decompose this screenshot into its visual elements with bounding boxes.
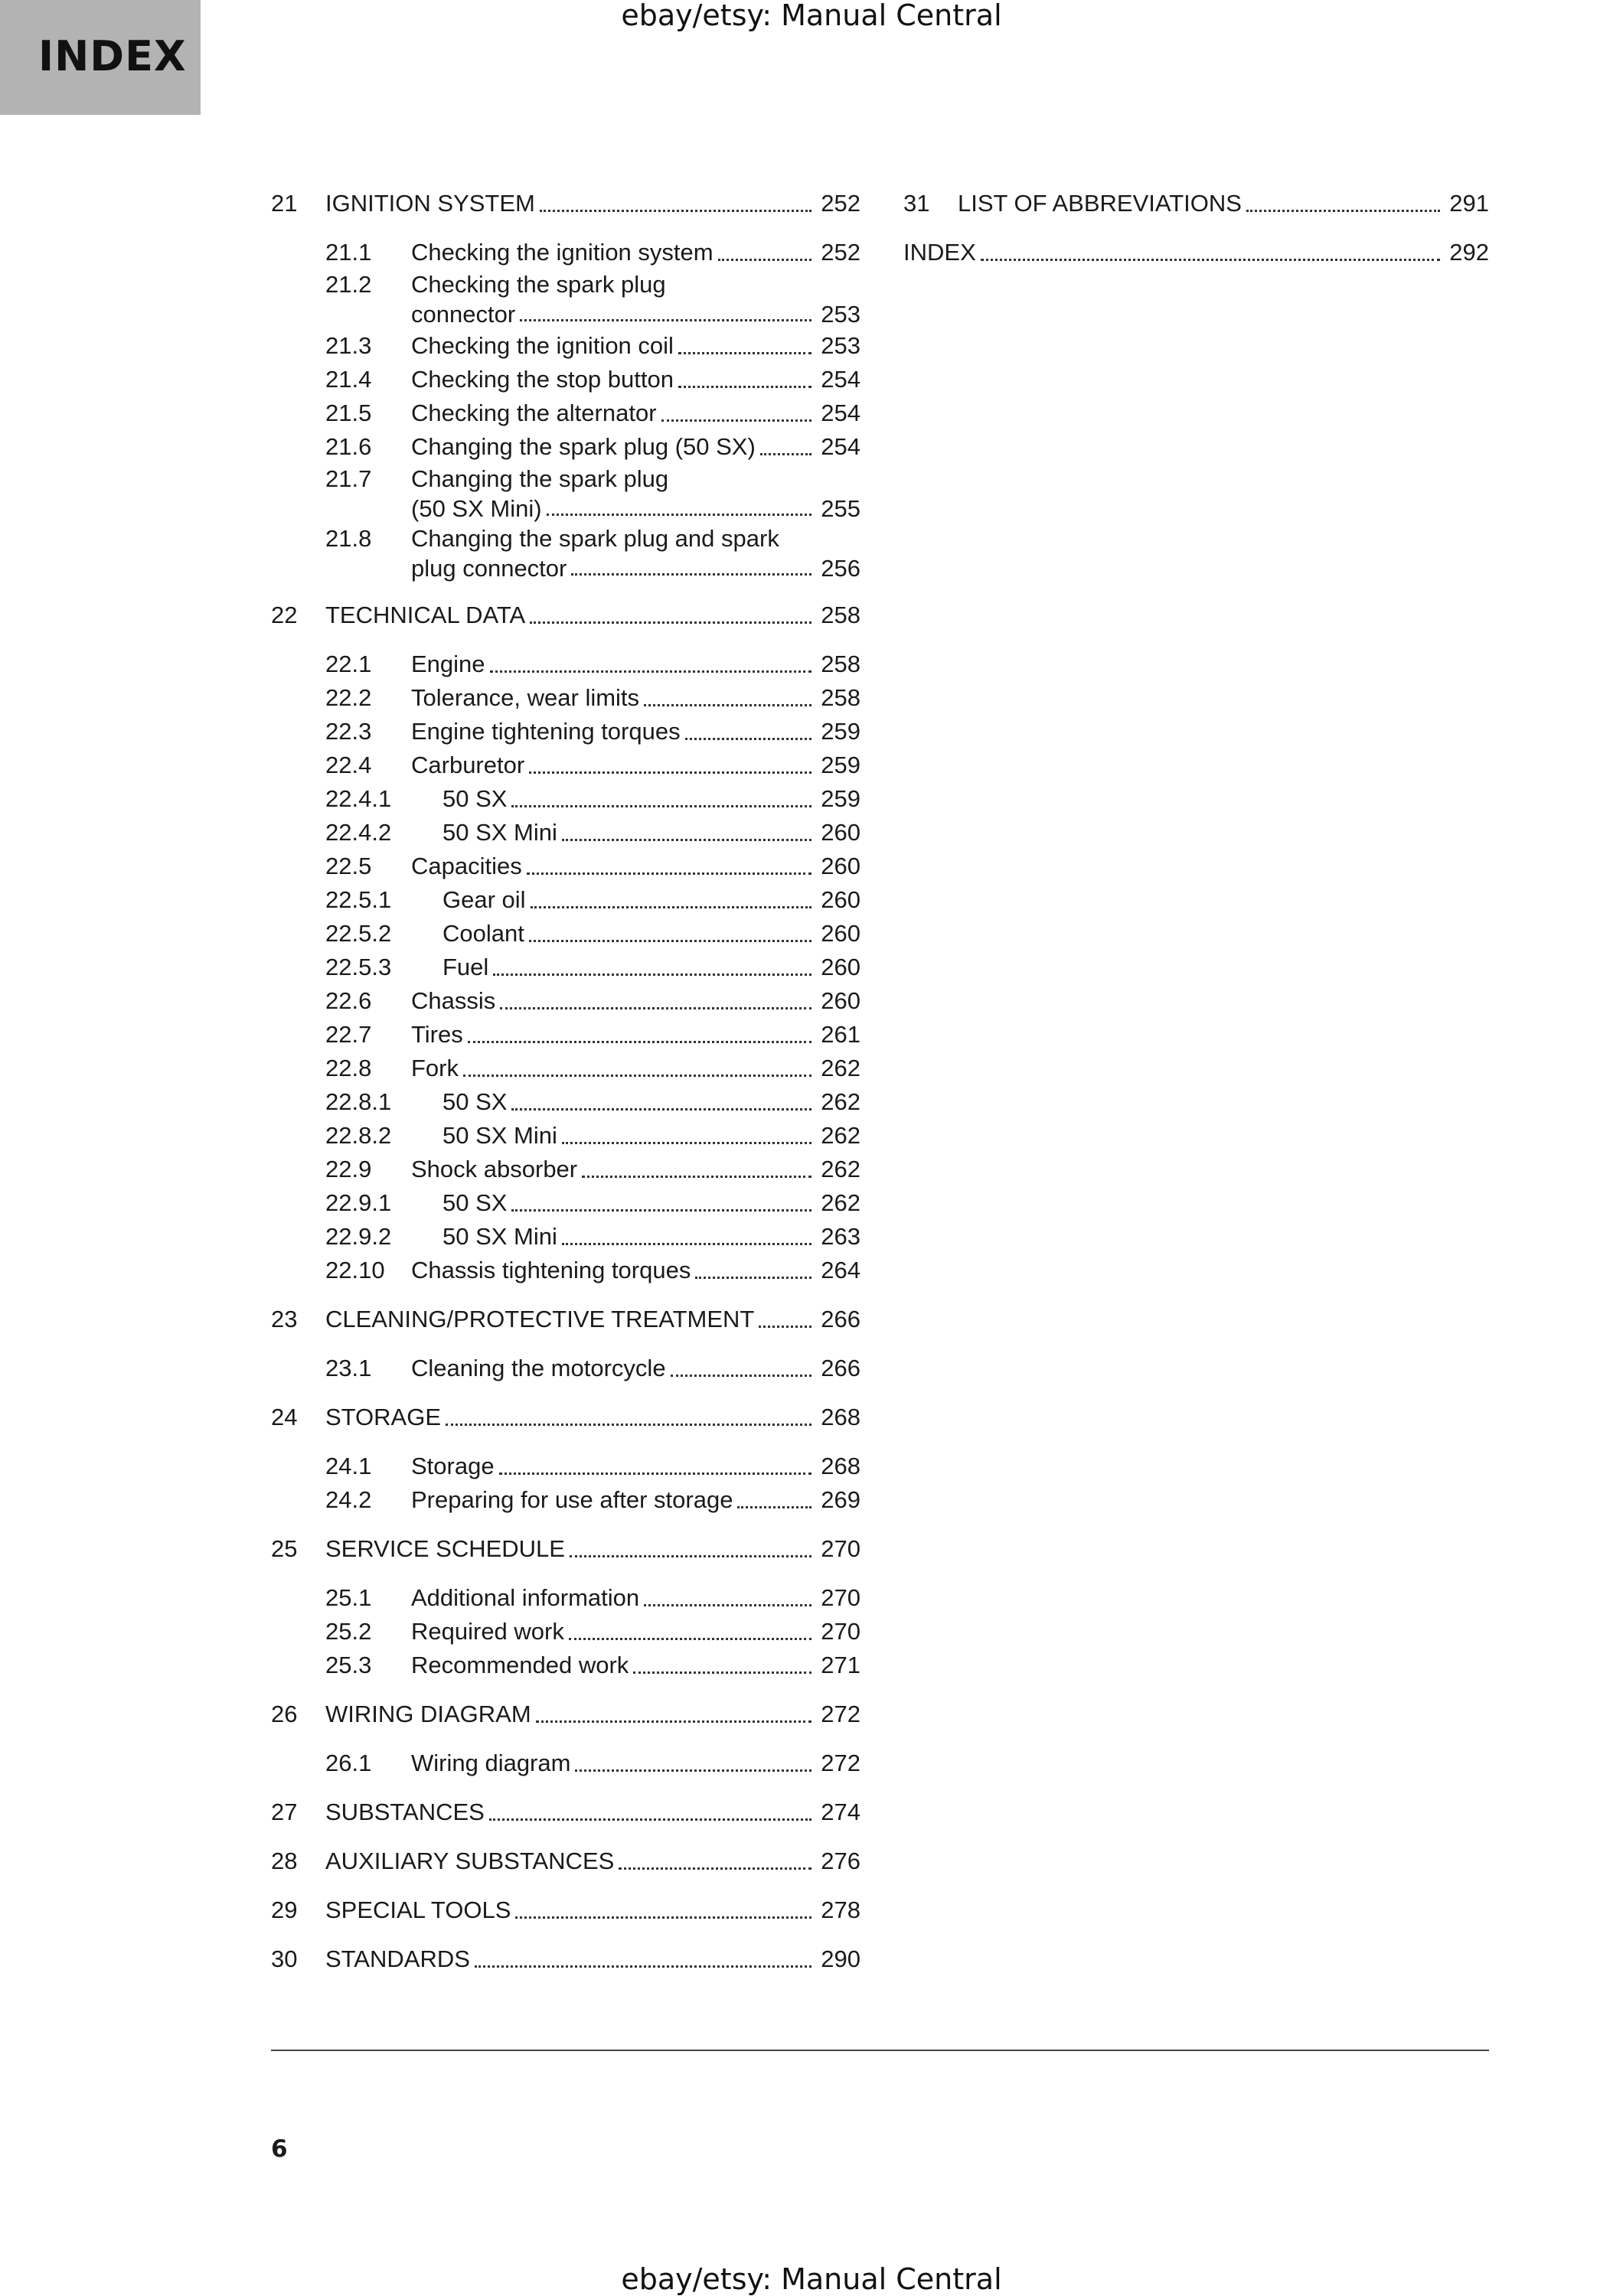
dot-leader — [499, 1473, 812, 1475]
dot-leader — [570, 1555, 812, 1557]
chapter-title: LIST OF ABBREVIATIONS — [958, 190, 1242, 217]
chapter-title: SUBSTANCES — [325, 1799, 485, 1825]
toc-section-entry[interactable] — [325, 681, 860, 715]
section-title-block — [411, 464, 860, 523]
toc-section-entry[interactable] — [325, 1052, 860, 1085]
toc-chapter-entry[interactable] — [271, 1893, 860, 1927]
chapter-page: 268 — [821, 1404, 860, 1430]
chapter-title: IGNITION SYSTEM — [325, 190, 535, 217]
dot-leader — [569, 1638, 812, 1640]
section-page: 262 — [821, 1088, 860, 1115]
toc-section-entry[interactable] — [325, 329, 860, 363]
section-number: 22.8.1 — [325, 1088, 392, 1115]
dot-leader — [500, 1007, 812, 1009]
section-title-cont: (50 SX Mini) — [411, 495, 542, 522]
toc-section-entry[interactable] — [325, 850, 860, 883]
section-number: 22.9.1 — [325, 1189, 392, 1216]
section-number: 21.7 — [325, 465, 372, 492]
section-page: 254 — [821, 433, 860, 460]
section-title: Chassis — [411, 987, 496, 1014]
toc-section-list — [271, 1352, 860, 1385]
chapter-title: WIRING DIAGRAM — [325, 1701, 531, 1727]
toc-section-entry[interactable] — [325, 1254, 860, 1287]
section-page: 260 — [821, 954, 860, 980]
chapter-page: 290 — [821, 1945, 860, 1972]
section-page: 260 — [821, 819, 860, 846]
toc-section-entry[interactable] — [325, 396, 860, 430]
section-page: 262 — [821, 1055, 860, 1081]
toc-section-entry[interactable] — [325, 1450, 860, 1483]
toc-chapter — [903, 187, 1489, 220]
dot-leader — [760, 453, 812, 455]
section-page: 270 — [821, 1618, 860, 1645]
section-page: 258 — [821, 651, 860, 677]
section-page: 271 — [821, 1652, 860, 1678]
dot-leader — [619, 1867, 812, 1870]
watermark-top: ebay/etsy: Manual Central — [621, 0, 1002, 32]
chapter-number: 23 — [271, 1306, 298, 1332]
dot-leader — [633, 1671, 812, 1674]
section-title-line2 — [411, 299, 860, 329]
section-title: Changing the spark plug — [411, 465, 669, 492]
dot-leader — [489, 1818, 812, 1821]
toc-section-list — [271, 1746, 860, 1780]
toc-chapter-entry[interactable] — [271, 1698, 860, 1731]
chapter-title: STORAGE — [325, 1404, 442, 1430]
section-title: 50 SX Mini — [442, 1122, 557, 1149]
toc-subsection-entry[interactable] — [325, 1220, 860, 1254]
toc-section-entry[interactable] — [325, 430, 860, 464]
chapter-page: 252 — [821, 190, 860, 217]
chapter-page: 270 — [821, 1535, 860, 1562]
toc-section-entry[interactable] — [325, 269, 860, 329]
dot-leader — [531, 906, 812, 908]
section-number: 22.5.2 — [325, 920, 392, 947]
dot-leader — [695, 1277, 812, 1279]
section-page: 263 — [821, 1223, 860, 1250]
dot-leader — [475, 1965, 812, 1968]
dot-leader — [520, 319, 812, 321]
section-number: 22.3 — [325, 718, 372, 745]
section-title: Checking the alternator — [411, 400, 657, 426]
toc-subsection-entry[interactable] — [325, 1085, 860, 1119]
section-page: 272 — [821, 1750, 860, 1776]
toc-section-list — [271, 1581, 860, 1682]
toc-section-entry[interactable] — [325, 363, 860, 396]
dot-leader — [582, 1176, 812, 1178]
section-title: Carburetor — [411, 752, 525, 778]
toc-section-entry[interactable] — [325, 1615, 860, 1649]
chapter-page: 291 — [1449, 190, 1489, 217]
dot-leader — [644, 704, 812, 706]
section-page: 260 — [821, 886, 860, 913]
section-number: 21.2 — [325, 271, 372, 298]
toc-section-list — [271, 1450, 860, 1517]
toc-section-entry[interactable] — [325, 1018, 860, 1052]
toc-chapter-entry[interactable] — [271, 187, 860, 220]
section-title: 50 SX Mini — [442, 819, 557, 846]
toc-chapter — [271, 1893, 860, 1927]
section-number: 23.1 — [325, 1355, 372, 1381]
chapter-number: 25 — [271, 1535, 298, 1562]
dot-leader — [981, 259, 1440, 261]
section-number: 22.4.2 — [325, 819, 392, 846]
section-number: 25.2 — [325, 1618, 372, 1645]
section-title-line2 — [411, 494, 860, 523]
section-title: Engine — [411, 651, 485, 677]
toc-left-column — [271, 187, 860, 1976]
chapter-number: 21 — [271, 190, 298, 217]
dot-leader — [540, 210, 812, 212]
dot-leader — [661, 419, 812, 422]
chapter-title: CLEANING/PROTECTIVE TREATMENT — [325, 1306, 755, 1332]
chapter-title: SPECIAL TOOLS — [325, 1896, 511, 1923]
toc-chapter-entry[interactable] — [271, 1303, 860, 1336]
section-page: 260 — [821, 987, 860, 1014]
chapter-title: TECHNICAL DATA — [325, 602, 526, 628]
section-page: 262 — [821, 1122, 860, 1149]
toc-section-entry[interactable] — [325, 1649, 860, 1682]
toc-section-list — [271, 236, 860, 583]
dot-leader — [685, 738, 812, 740]
chapter-page: 258 — [821, 602, 860, 628]
section-title: Preparing for use after storage — [411, 1486, 733, 1513]
section-number: 21.8 — [325, 525, 372, 552]
dot-leader — [463, 1075, 812, 1077]
section-page: 270 — [821, 1584, 860, 1611]
toc-section-entry[interactable] — [325, 1153, 860, 1186]
chapter-number: 26 — [271, 1701, 298, 1727]
toc-chapter — [271, 1532, 860, 1682]
dot-leader — [446, 1424, 812, 1426]
section-page: 259 — [821, 785, 860, 812]
section-number: 22.4.1 — [325, 785, 392, 812]
toc-subsection-entry[interactable] — [325, 816, 860, 850]
dot-leader — [511, 805, 812, 807]
section-page: 259 — [821, 718, 860, 745]
toc-chapter-entry[interactable] — [271, 1401, 860, 1434]
dot-leader — [515, 1916, 812, 1919]
section-number: 22.9.2 — [325, 1223, 392, 1250]
toc-section-entry[interactable] — [325, 1352, 860, 1385]
section-number: 21.6 — [325, 433, 372, 460]
section-title: 50 SX Mini — [442, 1223, 557, 1250]
toc-chapter — [271, 1942, 860, 1976]
section-number: 24.1 — [325, 1453, 372, 1479]
toc-chapter — [271, 1698, 860, 1780]
section-title: Checking the spark plug — [411, 271, 666, 298]
toc-subsection-entry[interactable] — [325, 782, 860, 816]
chapter-number: 27 — [271, 1799, 298, 1825]
section-page: 268 — [821, 1453, 860, 1479]
index-tab-label: INDEX — [38, 32, 187, 80]
toc-section-entry[interactable] — [325, 464, 860, 523]
toc-chapter-entry[interactable] — [271, 598, 860, 632]
chapter-page: 266 — [821, 1306, 860, 1332]
section-title: Storage — [411, 1453, 495, 1479]
section-number: 22.5.3 — [325, 954, 392, 980]
section-title: Engine tightening torques — [411, 718, 681, 745]
toc-section-entry[interactable] — [325, 523, 860, 583]
toc-section-entry[interactable] — [325, 984, 860, 1018]
dot-leader — [562, 839, 812, 841]
section-number: 22.5.1 — [325, 886, 392, 913]
section-title-cont: plug connector — [411, 555, 567, 582]
section-title-cont: connector — [411, 301, 516, 328]
watermark-bottom: ebay/etsy: Manual Central — [621, 2262, 1002, 2296]
section-page: 258 — [821, 684, 860, 711]
section-page: 264 — [821, 1257, 860, 1283]
section-number: 24.2 — [325, 1486, 372, 1513]
section-number: 22.6 — [325, 987, 372, 1014]
section-page: 269 — [821, 1486, 860, 1513]
section-page: 253 — [821, 301, 860, 328]
section-title: Changing the spark plug and spark — [411, 525, 779, 552]
section-title: Checking the stop button — [411, 366, 674, 393]
toc-chapter-entry[interactable] — [903, 236, 1489, 269]
section-title: 50 SX — [442, 1189, 508, 1216]
toc-section-entry[interactable] — [325, 715, 860, 748]
section-page: 252 — [821, 239, 860, 266]
dot-leader — [530, 621, 812, 624]
dot-leader — [562, 1142, 812, 1144]
dot-leader — [571, 573, 812, 576]
section-number: 25.3 — [325, 1652, 372, 1678]
chapter-page: 276 — [821, 1848, 860, 1874]
toc-subsection-entry[interactable] — [325, 951, 860, 984]
section-title: Required work — [411, 1618, 564, 1645]
section-title: Shock absorber — [411, 1156, 578, 1182]
section-number: 22.8.2 — [325, 1122, 392, 1149]
section-page: 261 — [821, 1021, 860, 1048]
toc-section-entry[interactable] — [325, 1581, 860, 1615]
section-page: 262 — [821, 1189, 860, 1216]
section-title: 50 SX — [442, 785, 508, 812]
chapter-number: 30 — [271, 1945, 298, 1972]
dot-leader — [671, 1375, 812, 1377]
toc-chapter-entry[interactable] — [271, 1795, 860, 1829]
section-page: 262 — [821, 1156, 860, 1182]
chapter-title: STANDARDS — [325, 1945, 470, 1972]
dot-leader — [678, 352, 812, 354]
toc-chapter-entry[interactable] — [271, 1844, 860, 1878]
section-number: 22.5 — [325, 853, 372, 879]
section-title: Tolerance, wear limits — [411, 684, 640, 711]
section-title: Additional information — [411, 1584, 640, 1611]
dot-leader — [490, 670, 812, 673]
dot-leader — [536, 1720, 812, 1723]
dot-leader — [718, 259, 812, 261]
dot-leader — [562, 1243, 812, 1245]
section-number: 22.4 — [325, 752, 372, 778]
section-title-block — [411, 269, 860, 329]
section-title: Checking the ignition system — [411, 239, 714, 266]
chapter-title: INDEX — [903, 239, 976, 266]
dot-leader — [468, 1041, 812, 1043]
section-page: 256 — [821, 555, 860, 582]
section-page: 266 — [821, 1355, 860, 1381]
toc-section-entry[interactable] — [325, 748, 860, 782]
toc-subsection-entry[interactable] — [325, 1186, 860, 1220]
section-number: 22.8 — [325, 1055, 372, 1081]
section-number: 21.1 — [325, 239, 372, 266]
section-number: 21.5 — [325, 400, 372, 426]
toc-section-entry[interactable] — [325, 1746, 860, 1780]
chapter-number: 28 — [271, 1848, 298, 1874]
section-page: 260 — [821, 853, 860, 879]
section-title: Wiring diagram — [411, 1750, 571, 1776]
section-title: Fork — [411, 1055, 459, 1081]
page-number: 6 — [271, 2135, 288, 2163]
chapter-page: 272 — [821, 1701, 860, 1727]
toc-chapter — [271, 1844, 860, 1878]
section-number: 22.7 — [325, 1021, 372, 1048]
chapter-title: AUXILIARY SUBSTANCES — [325, 1848, 615, 1874]
dot-leader — [511, 1209, 812, 1212]
section-title: 50 SX — [442, 1088, 508, 1115]
dot-leader — [529, 940, 812, 942]
section-page: 254 — [821, 400, 860, 426]
dot-leader — [737, 1506, 812, 1508]
toc-chapter — [271, 1401, 860, 1517]
toc-section-list — [271, 647, 860, 1287]
toc-section-entry[interactable] — [325, 647, 860, 681]
section-number: 22.2 — [325, 684, 372, 711]
toc-chapter-entry[interactable] — [271, 1942, 860, 1976]
section-page: 260 — [821, 920, 860, 947]
dot-leader — [493, 974, 812, 976]
section-page: 259 — [821, 752, 860, 778]
chapter-title: SERVICE SCHEDULE — [325, 1535, 565, 1562]
toc-chapter — [271, 187, 860, 583]
section-title: Cleaning the motorcycle — [411, 1355, 666, 1381]
section-page: 255 — [821, 495, 860, 522]
toc-chapter-entry[interactable] — [903, 187, 1489, 220]
chapter-page: 278 — [821, 1896, 860, 1923]
toc-right-column — [903, 187, 1489, 269]
chapter-page: 292 — [1449, 239, 1489, 266]
toc-chapter — [903, 236, 1489, 269]
section-title: Coolant — [442, 920, 524, 947]
toc-chapter-entry[interactable] — [271, 1532, 860, 1566]
chapter-number: 31 — [903, 190, 930, 217]
section-title: Fuel — [442, 954, 489, 980]
dot-leader — [759, 1326, 812, 1328]
section-number: 21.4 — [325, 366, 372, 393]
section-title: Checking the ignition coil — [411, 332, 674, 359]
dot-leader — [527, 872, 812, 875]
dot-leader — [644, 1604, 812, 1606]
section-number: 26.1 — [325, 1750, 372, 1776]
chapter-number: 24 — [271, 1404, 298, 1430]
section-title-line2 — [411, 553, 860, 583]
section-number: 21.3 — [325, 332, 372, 359]
section-title: Chassis tightening torques — [411, 1257, 691, 1283]
chapter-number: 22 — [271, 602, 298, 628]
dot-leader — [547, 514, 812, 516]
dot-leader — [575, 1769, 812, 1772]
toc-chapter — [271, 1795, 860, 1829]
chapter-page: 274 — [821, 1799, 860, 1825]
toc-subsection-entry[interactable] — [325, 1119, 860, 1153]
section-page: 253 — [821, 332, 860, 359]
chapter-number: 29 — [271, 1896, 298, 1923]
toc-section-entry[interactable] — [325, 1483, 860, 1517]
section-title: Recommended work — [411, 1652, 629, 1678]
section-title: Capacities — [411, 853, 522, 879]
footer-rule — [271, 2050, 1489, 2051]
section-title: Tires — [411, 1021, 463, 1048]
dot-leader — [678, 386, 812, 388]
toc-section-entry[interactable] — [325, 236, 860, 269]
toc-chapter — [271, 598, 860, 1287]
section-number: 25.1 — [325, 1584, 372, 1611]
section-title: Changing the spark plug (50 SX) — [411, 433, 756, 460]
dot-leader — [529, 771, 812, 774]
dot-leader — [1246, 210, 1440, 212]
toc-chapter — [271, 1303, 860, 1385]
toc-subsection-entry[interactable] — [325, 917, 860, 951]
section-number: 22.9 — [325, 1156, 372, 1182]
dot-leader — [511, 1108, 812, 1110]
section-title-block — [411, 523, 860, 583]
toc-subsection-entry[interactable] — [325, 883, 860, 917]
section-page: 254 — [821, 366, 860, 393]
section-number: 22.10 — [325, 1257, 385, 1283]
section-number: 22.1 — [325, 651, 372, 677]
section-title: Gear oil — [442, 886, 526, 913]
